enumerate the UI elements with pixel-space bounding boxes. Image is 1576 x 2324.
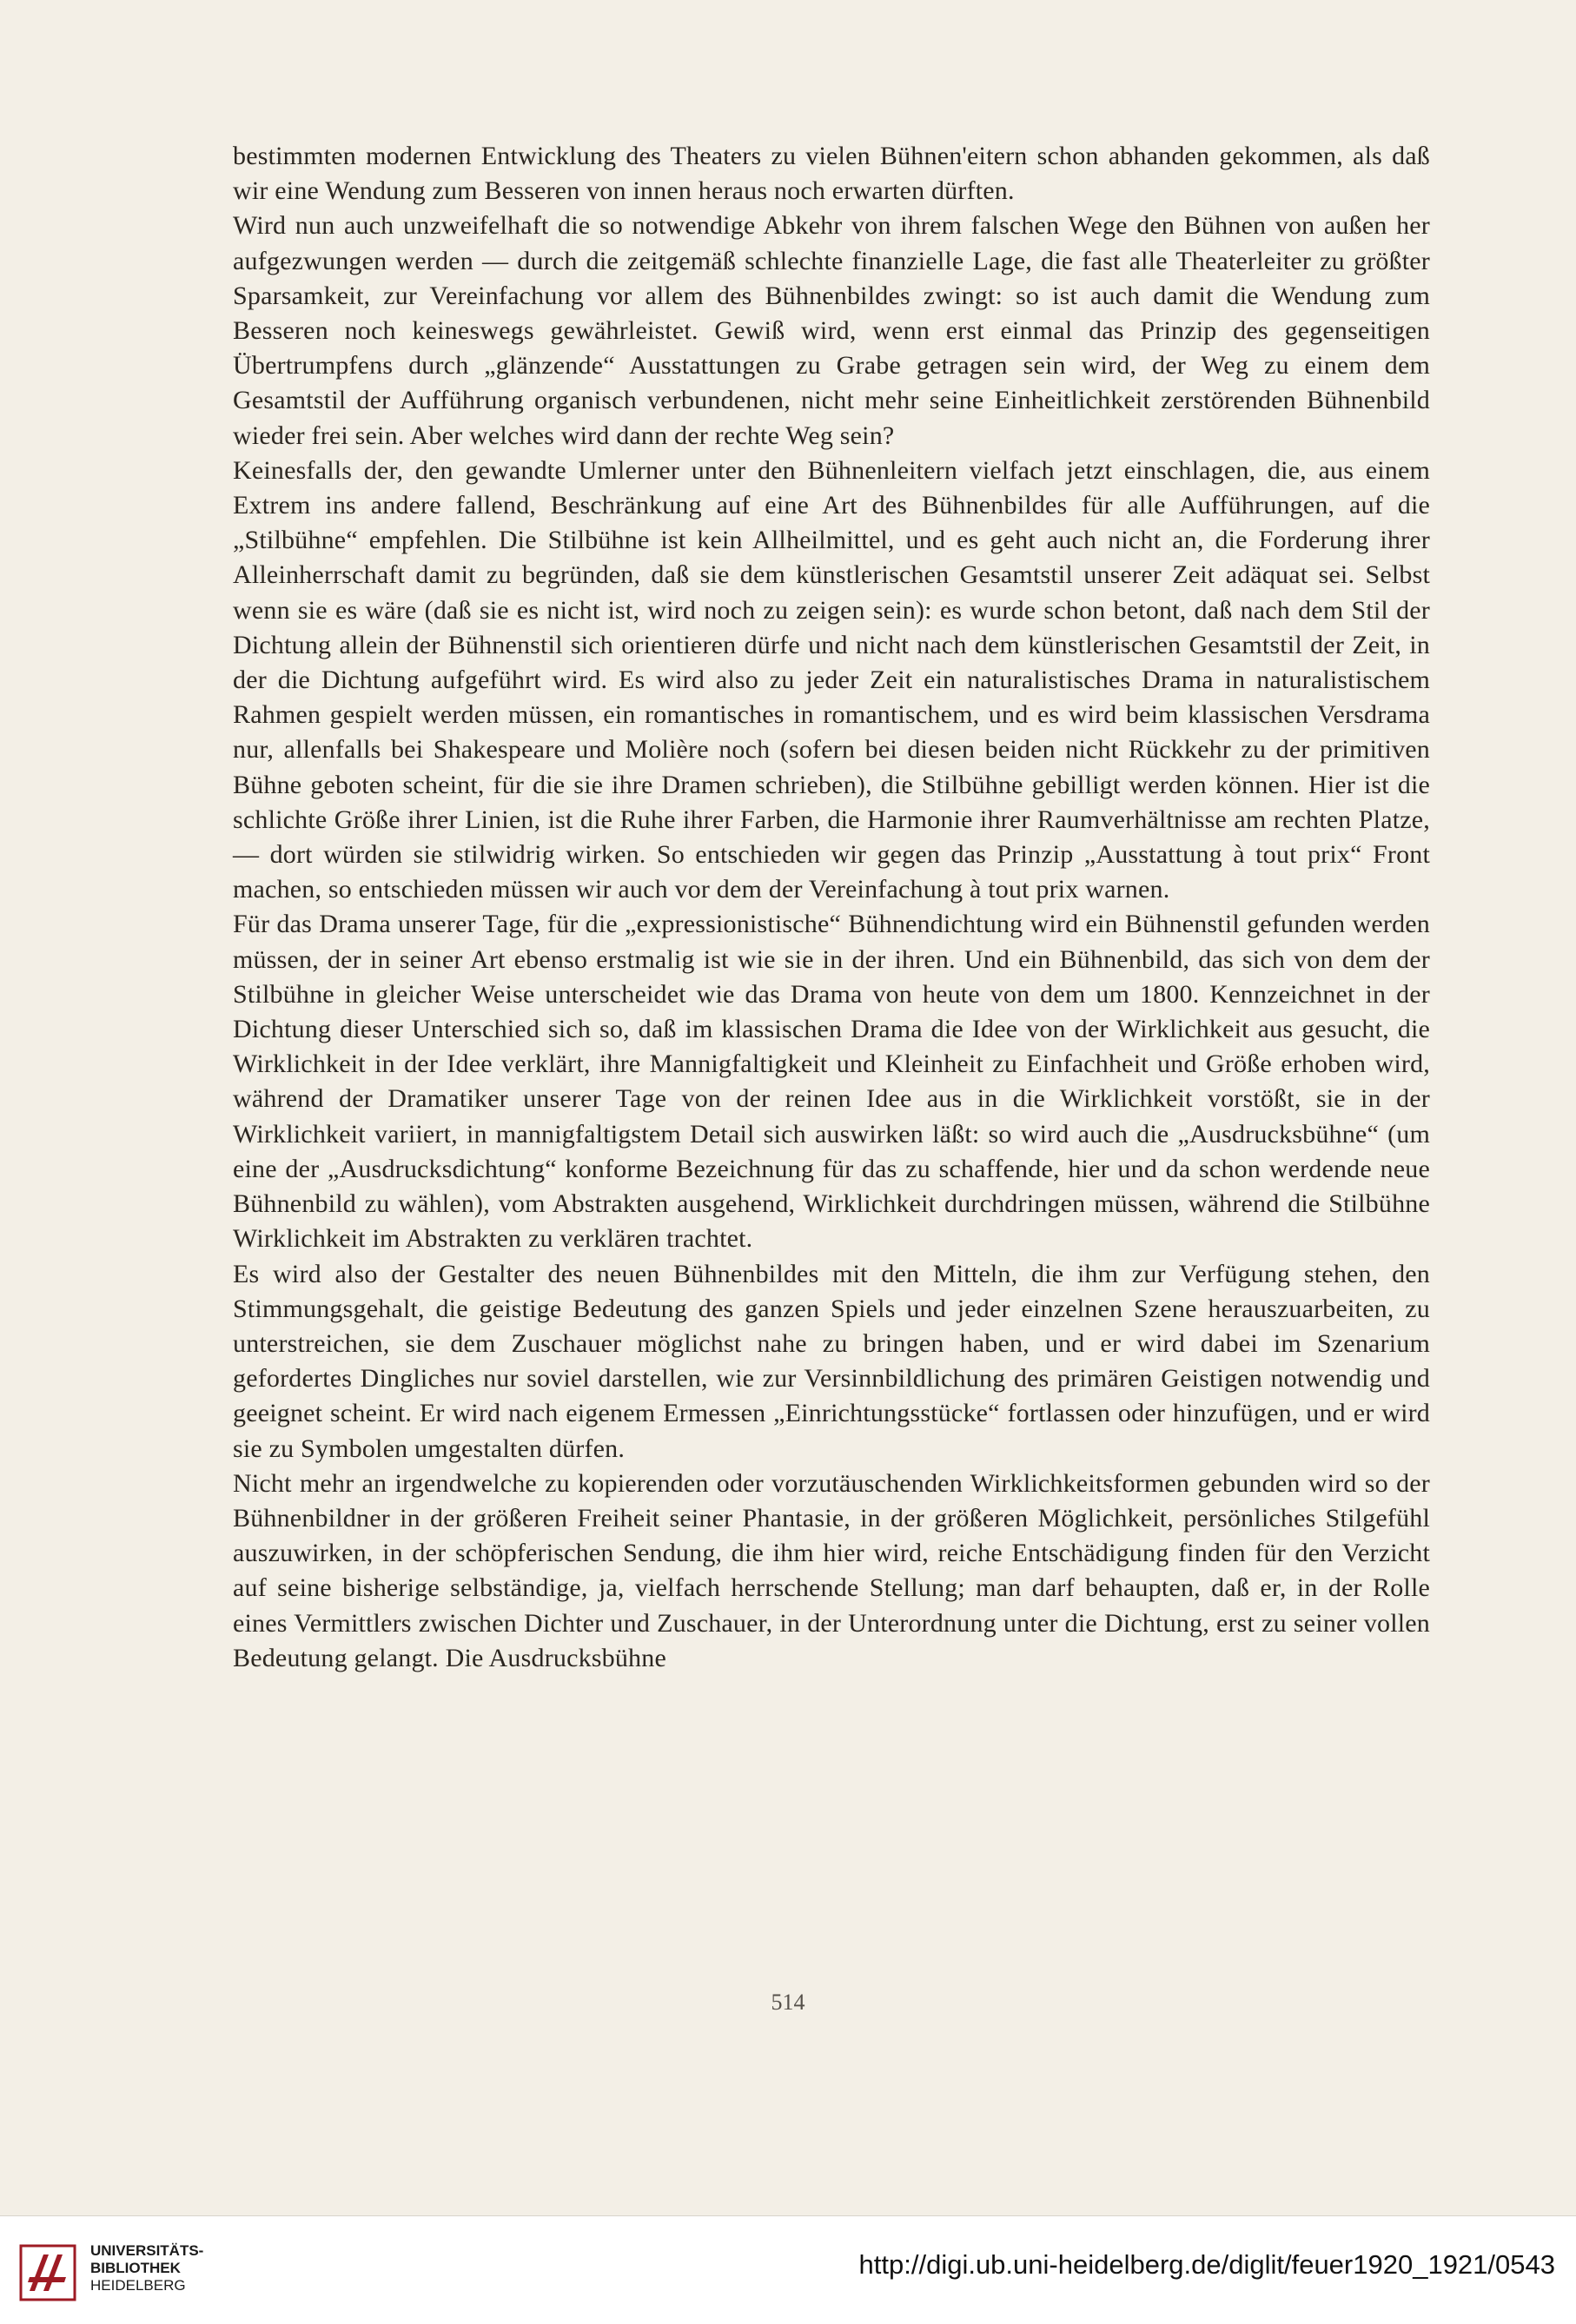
footer-bar	[0, 2215, 1576, 2324]
paragraph-5: Es wird also der Gestalter des neuen Bühnenbildes mit den Mitteln, die ihm zur Verfügung stehen, den Stimmungsgehalt, die geistige Bedeutung des ganzen Spiels und jeder einzelnen Szene herauszuarbeiten, zu unterstreichen, sie dem Zuschauer möglichst nahe zu bringen haben, und er wird dabei im Szenarium gefordertes Dingliches nur soviel darstellen, wie zur Versinnbildlichung des primären Geistigen notwendig und geeignet scheint. Er wird nach eigenem Ermessen „Einrichtungsstücke“ fortlassen oder hinzufügen, und er wird sie zu Symbolen umgestalten dürfen.	[233, 1259, 1430, 1463]
logo-line-3: HEIDELBERG	[90, 2277, 186, 2294]
logo-line-2: BIBLIOTHEK	[90, 2260, 181, 2276]
library-logo-text	[90, 2242, 203, 2294]
library-logo-icon	[17, 2242, 78, 2303]
paragraph-6: Nicht mehr an irgendwelche zu kopierenden oder vorzutäuschenden Wirklichkeitsformen gebunden wird so der Bühnenbildner in der größeren Freiheit seiner Phantasie, in der größeren Möglichkeit, persönliches Stilgefühl auszuwirken, in der schöpferischen Sendung, die ihm hier wird, reiche Entschädigung finden für den Verzicht auf seine bisherige selbständige, ja, vielfach herrschende Stellung; man darf behaupten, daß er, in der Rolle eines Vermittlers zwischen Dichter und Zuschauer, in der Unterordnung unter die Dichtung, erst zu seiner vollen Bedeutung gelangt. Die Ausdrucksbühne	[233, 1468, 1430, 1672]
page-number: 514	[771, 1990, 805, 2015]
paragraph-1: bestimmten modernen Entwicklung des Theaters zu vielen Bühnen'eitern schon abhanden gekommen, als daß wir eine Wendung zum Besseren von innen heraus noch erwarten dürften.	[233, 142, 1430, 206]
paragraph-4: Für das Drama unserer Tage, für die „expressionistische“ Bühnendichtung wird ein Bühnenstil gefunden werden müssen, der in seiner Art ebenso erstmalig ist wie sie in der ihren. Und ein Bühnenbild, das sich von dem der Stilbühne in gleicher Weise unterscheidet wie das Drama von heute von dem um 1800. Kennzeichnet in der Dichtung dieser Unterschied sich so, daß im klassischen Drama die Idee von der Wirklichkeit aus gesucht, die Wirklichkeit in der Idee verklärt, ihre Mannigfaltigkeit und Kleinheit zu Einfachheit und Größe erhoben wird, während der Dramatiker unserer Tage von der reinen Idee aus in die Wirklichkeit vorstößt, sie in der Wirklichkeit variiert, in mannigfaltigstem Detail sich auswirken läßt: so wird auch die „Ausdrucksbühne“ (um eine der „Ausdrucksdichtung“ konforme Bezeichnung für das zu schaffende, hier und da schon werdende neue Bühnenbild zu wählen), vom Abstrakten ausgehend, Wirklichkeit durchdringen müssen, während die Stilbühne Wirklichkeit im Abstrakten zu verklären trachtet.	[233, 910, 1430, 1254]
permalink-url[interactable]: http://digi.ub.uni-heidelberg.de/diglit/feuer1920_1921/0543	[858, 2249, 1555, 2280]
paragraph-3: Keinesfalls der, den gewandte Umlerner unter den Bühnenleitern vielfach jetzt einschlagen, die, aus einem Extrem ins andere fallend, Beschränkung auf eine Art des Bühnenbildes für alle Aufführungen, auf die „Stilbühne“ empfehlen. Die Stilbühne ist kein Allheilmittel, und es geht auch nicht an, die Forderung ihrer Alleinherrschaft damit zu begründen, daß sie dem künstlerischen Gesamtstil unserer Zeit adäquat sei. Selbst wenn sie es wäre (daß sie es nicht ist, wird noch zu zeigen sein): es wurde schon betont, daß nach dem Stil der Dichtung allein der Bühnenstil sich orientieren dürfe und nicht nach dem künstlerischen Gesamtstil der Zeit, in der die Dichtung aufgeführt wird. Es wird also zu jeder Zeit ein naturalistisches Drama in naturalistischem Rahmen gespielt werden müssen, ein romantisches in romantischem, und es wird beim klassischen Versdrama nur, allenfalls bei Shakespeare und Molière noch (sofern bei diesen beiden nicht Rückkehr zu der primitiven Bühne geboten scheint, für die sie ihre Dramen schrieben), die Stilbühne gebilligt werden können. Hier ist die schlichte Größe ihrer Linien, ist die Ruhe ihrer Farben, die Harmonie ihrer Raumverhältnisse am rechten Platze, — dort würden sie stilwidrig wirken. So entschieden wir gegen das Prinzip „Ausstattung à tout prix“ Front machen, so entschieden müssen wir auch vor dem der Vereinfachung à tout prix warnen.	[233, 455, 1430, 904]
paragraph-2: Wird nun auch unzweifelhaft die so notwendige Abkehr von ihrem falschen Wege den Bühnen von außen her aufgezwungen werden — durch die zeitgemäß schlechte finanzielle Lage, die fast alle Theaterleiter zu größter Sparsamkeit, zur Vereinfachung vor allem des Bühnenbildes zwingt: so ist auch damit die Wendung zum Besseren noch keineswegs gewährleistet. Gewiß wird, wenn erst einmal das Prinzip des gegenseitigen Übertrumpfens durch „glänzende“ Ausstattungen zu Grabe getragen sein wird, der Weg zu einem dem Gesamtstil der Aufführung organisch verbundenen, nicht mehr seine Einheitlichkeit zerstörenden Bühnenbild wieder frei sein. Aber welches wird dann der rechte Weg sein?	[233, 211, 1430, 450]
page-body	[233, 139, 1430, 1676]
logo-line-1: UNIVERSITÄTS-	[90, 2242, 204, 2259]
